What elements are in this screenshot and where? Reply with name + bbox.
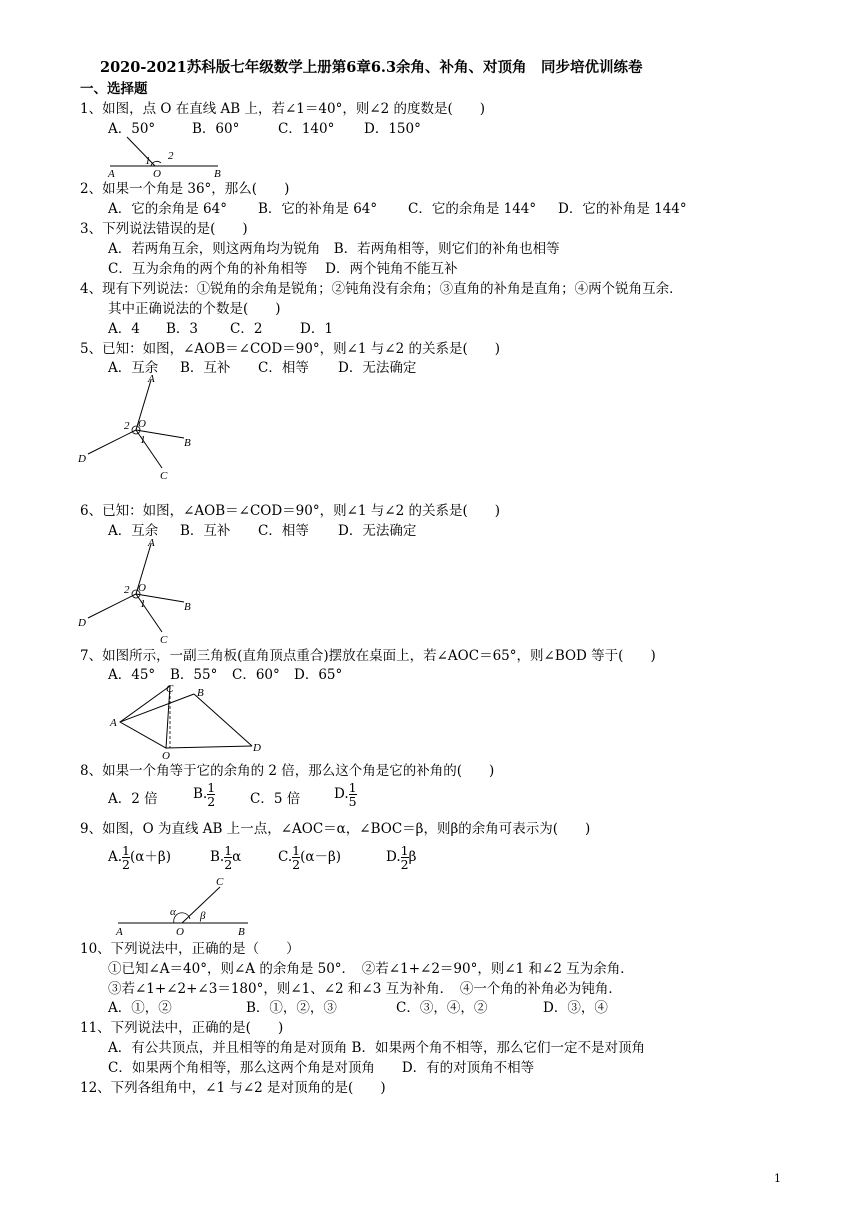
q9-option-c: C. $\frac{1}{2}$ (α－β) bbox=[278, 843, 342, 872]
q9-figure bbox=[108, 873, 258, 937]
question-4-stem: 4、现有下列说法：①锐角的余角是锐角；②钝角没有余角；③直角的补角是直角；④两个锐角互余． bbox=[80, 281, 683, 297]
q7-option-a: A．45° bbox=[108, 667, 156, 683]
q5-figure bbox=[76, 372, 206, 484]
q1-label-2: 2 bbox=[168, 150, 174, 162]
q3-options-line1: A．若两角互余，则这两角均为锐角 B．若两角相等，则它们的补角也相等 bbox=[108, 241, 560, 257]
q8-option-d: D. $\frac{1}{5}$ bbox=[334, 780, 357, 809]
question-10-stem: 10、下列说法中，正确的是（ ） bbox=[80, 941, 300, 957]
q6-label-o: O bbox=[138, 582, 146, 594]
q5-option-d: D．无法确定 bbox=[338, 360, 417, 376]
q5-label-1: 1 bbox=[140, 434, 146, 446]
q3-options-line2: C．互为余角的两个角的补角相等 D．两个钝角不能互补 bbox=[108, 261, 458, 277]
q1-label-a: A bbox=[108, 168, 115, 180]
q5-option-a: A．互余 bbox=[108, 360, 159, 376]
q10-option-a: A．①，② bbox=[108, 1000, 172, 1016]
section-heading: 一、选择题 bbox=[80, 81, 148, 97]
q10-option-d: D．③，④ bbox=[543, 1000, 608, 1016]
q6-label-b: B bbox=[184, 601, 191, 613]
q2-option-b: B．它的补角是 64° bbox=[258, 201, 378, 217]
q4-option-c: C．2 bbox=[230, 321, 263, 337]
q4-option-b: B．3 bbox=[166, 321, 199, 337]
q8-option-c: C．5 倍 bbox=[250, 791, 301, 807]
q5-label-o: O bbox=[138, 418, 146, 430]
q9-option-a: A. $\frac{1}{2}$ (α＋β) bbox=[108, 843, 171, 872]
q11-options-line1: A．有公共顶点，并且相等的角是对顶角 B．如果两个角不相等，那么它们一定不是对顶角 bbox=[108, 1040, 645, 1056]
q5-label-c: C bbox=[160, 470, 168, 482]
q6-label-a: A bbox=[148, 537, 155, 549]
question-11-stem: 11、下列说法中，正确的是( ) bbox=[80, 1020, 284, 1036]
q5-label-b: B bbox=[184, 437, 191, 449]
q9-label-c: C bbox=[216, 876, 224, 888]
question-5-stem: 5、已知：如图，∠AOB＝∠COD＝90°，则∠1 与∠2 的关系是( ) bbox=[80, 341, 501, 357]
q10-statement-line1: ①已知∠A＝40°，则∠A 的余角是 50°． ②若∠1+∠2＝90°，则∠1 和∠2 互为余角． bbox=[108, 961, 634, 977]
q6-figure bbox=[76, 536, 206, 648]
q9-label-alpha: α bbox=[170, 906, 176, 918]
q1-option-c: C．140° bbox=[278, 121, 335, 137]
q5-option-c: C．相等 bbox=[258, 360, 309, 376]
q7-label-a: A bbox=[110, 717, 117, 729]
question-12-stem: 12、下列各组角中，∠1 与∠2 是对顶角的是( ) bbox=[80, 1080, 386, 1096]
q1-label-1: 1 bbox=[145, 155, 151, 167]
q10-option-b: B．①，②，③ bbox=[246, 1000, 337, 1016]
q1-figure bbox=[100, 135, 230, 180]
question-8-stem: 8、如果一个角等于它的余角的 2 倍，那么这个角是它的补角的( ) bbox=[80, 763, 495, 779]
q2-option-a: A．它的余角是 64° bbox=[108, 201, 227, 217]
q5-option-b: B．互补 bbox=[180, 360, 231, 376]
q8-option-b: B. $\frac{1}{2}$ bbox=[193, 780, 216, 809]
q1-option-b: B．60° bbox=[192, 121, 240, 137]
q1-option-a: A．50° bbox=[108, 121, 156, 137]
q6-label-d: D bbox=[78, 617, 86, 629]
q2-option-c: C．它的余角是 144° bbox=[408, 201, 537, 217]
q9-option-d: D. $\frac{1}{2}$ β bbox=[386, 843, 417, 872]
question-1-stem: 1、如图，点 O 在直线 AB 上，若∠1＝40°，则∠2 的度数是( ) bbox=[80, 101, 486, 117]
q9-option-b: B. $\frac{1}{2}$ α bbox=[210, 843, 242, 872]
q7-option-d: D．65° bbox=[294, 667, 343, 683]
question-9-stem: 9、如图，O 为直线 AB 上一点，∠AOC＝α，∠BOC＝β，则β的余角可表示为( ) bbox=[80, 821, 591, 837]
q7-label-o: O bbox=[162, 750, 170, 762]
q7-figure bbox=[106, 680, 266, 760]
q1-option-d: D．150° bbox=[364, 121, 421, 137]
q9-label-beta: β bbox=[200, 910, 206, 922]
q10-statement-line2: ③若∠1+∠2+∠3＝180°，则∠1、∠2 和∠3 互为补角． ④一个角的补角必为钝角． bbox=[108, 981, 622, 997]
q5-label-d: D bbox=[78, 453, 86, 465]
q9-label-a: A bbox=[116, 926, 123, 938]
q4-option-a: A．4 bbox=[108, 321, 140, 337]
page-number: 1 bbox=[774, 1172, 781, 1185]
q6-option-d: D．无法确定 bbox=[338, 523, 417, 539]
q7-label-b: B bbox=[197, 687, 204, 699]
q10-option-c: C．③，④，② bbox=[396, 1000, 488, 1016]
q9-label-b: B bbox=[238, 926, 245, 938]
q6-option-c: C．相等 bbox=[258, 523, 309, 539]
q5-label-a: A bbox=[148, 373, 155, 385]
q6-option-b: B．互补 bbox=[180, 523, 231, 539]
question-7-stem: 7、如图所示，一副三角板(直角顶点重合)摆放在桌面上，若∠AOC＝65°，则∠BOD 等于( ) bbox=[80, 648, 656, 664]
q2-option-d: D．它的补角是 144° bbox=[558, 201, 687, 217]
question-6-stem: 6、已知：如图，∠AOB＝∠COD＝90°，则∠1 与∠2 的关系是( ) bbox=[80, 503, 501, 519]
q11-options-line2: C．如果两个角相等，那么这两个角是对顶角 D．有的对顶角不相等 bbox=[108, 1060, 535, 1076]
q6-label-c: C bbox=[160, 634, 168, 646]
q7-option-b: B．55° bbox=[170, 667, 218, 683]
q7-label-d: D bbox=[253, 742, 261, 754]
q5-label-2: 2 bbox=[124, 420, 130, 432]
q1-label-o: O bbox=[153, 168, 161, 180]
q7-label-c: C bbox=[166, 683, 174, 695]
q7-option-c: C．60° bbox=[232, 667, 280, 683]
q6-label-2: 2 bbox=[124, 584, 130, 596]
question-3-stem: 3、下列说法错误的是( ) bbox=[80, 221, 248, 237]
question-2-stem: 2、如果一个角是 36°，那么( ) bbox=[80, 181, 290, 197]
page-title: 2020-2021苏科版七年级数学上册第6章6.3余角、补角、对顶角 同步培优训练卷 bbox=[100, 59, 643, 76]
q8-option-a: A．2 倍 bbox=[108, 791, 158, 807]
question-4-stem2: 其中正确说法的个数是( ) bbox=[108, 301, 281, 317]
q1-label-b: B bbox=[214, 168, 221, 180]
q6-option-a: A．互余 bbox=[108, 523, 159, 539]
q4-option-d: D．1 bbox=[300, 321, 333, 337]
q6-label-1: 1 bbox=[140, 598, 146, 610]
q9-label-o: O bbox=[176, 926, 184, 938]
